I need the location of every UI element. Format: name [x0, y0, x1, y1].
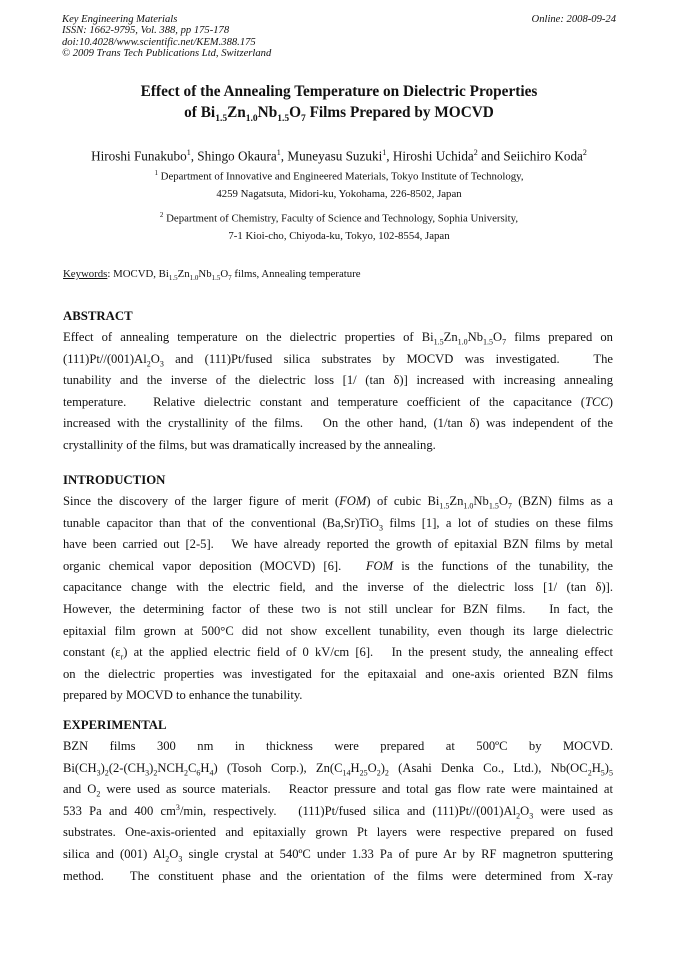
text-line: epitaxial film grown at 500°C did not show excellent tunability, even though its large dielectric	[63, 623, 613, 638]
title-line-1: Effect of the Annealing Temperature on Dielectric Properties	[140, 83, 538, 100]
affiliation-2-line-2: 7-1 Kioi-cho, Chiyoda-ku, Tokyo, 102-8554, Japan	[228, 230, 450, 242]
online-date: Online: 2008-09-24	[531, 14, 616, 25]
text-line: $(111)Pt//(001)Al_2O_3$ and (111)Pt/fused silica substrates by MOCVD was investigated. The	[63, 351, 613, 369]
title-line-2: of $Bi_{1.5}Zn_{1.0}Nb_{1.5}O_7$ Films Prepared by MOCVD	[184, 104, 494, 125]
text-line: have been carried out [2-5]. We have already reported the growth of epitaxial BZN films by metal	[63, 537, 613, 552]
journal-header	[62, 14, 616, 59]
text-line: method. The constituent phase and the orientation of the films were determined from X-ray	[63, 868, 613, 883]
text-line: capacitance change with the electric field, and the inverse of the dielectric loss [1/ (tan δ)].	[63, 580, 613, 595]
text-line: $Bi(CH_3)_2(2-(CH_3)_2NCH_2C_6H_4)$ (Tosoh Corp.), $Zn(C_{14}H_{25}O_2)_2$ (Asahi Denka Co., Ltd.), $Nb(OC_2H_5)_5$	[63, 760, 613, 778]
abstract-body	[63, 327, 613, 457]
author: Hiroshi Funakubo	[91, 148, 187, 164]
text-line: tunability and the inverse of the dielectric loss [1/ (tan δ)] increased with increasing annealing	[63, 373, 613, 388]
author-list: Hiroshi Funakubo$^1$, Shingo Okaura$^1$, Muneyasu Suzuki$^1$, Hiroshi Uchida$^2$ and Seiichiro Koda$^2$	[91, 148, 587, 164]
paper-title	[0, 81, 678, 130]
text-line: silica and (001) $Al_2O_3$ single crystal at 540ºC under 1.33 Pa of pure Ar by RF magnetron sputtering	[63, 846, 613, 864]
text-line: BZN films 300 nm in thickness were prepared at 500ºC by MOCVD.	[63, 739, 613, 753]
journal-name: Key Engineering Materials	[62, 14, 178, 25]
text-line: Since the discovery of the larger figure of merit (FOM) of cubic $Bi_{1.5}Zn_{1.0}Nb_{1.5}O_7$ (BZN) films as a	[63, 494, 613, 511]
author: Shingo Okaura	[197, 148, 277, 164]
text-line: 533 Pa and 400 $cm^3/\min$, respectively. (111)Pt/fused silica and $(111)Pt//(001)Al_2O_3$ were used as	[63, 802, 613, 821]
affiliation-1-line-1: $^1$ Department of Innovative and Engineered Materials, Tokyo Institute of Technology,	[154, 169, 524, 183]
text-line: temperature. Relative dielectric constant and temperature coefficient of the capacitance (TCC)	[63, 394, 613, 409]
text-line: constant $(\varepsilon_r)$ at the applied electric field of 0 kV/cm [6]. In the present study, the annealing effect	[63, 645, 613, 662]
author: Hiroshi Uchida	[392, 148, 474, 164]
text-line: increased with the crystallinity of the films. On the other hand, (1/tan δ) was independent of the	[63, 416, 613, 431]
text-line: on the dielectric properties was investigated for the epitaxaial and one-axis oriented BZN films	[63, 666, 613, 681]
affiliation-1-line-2: 4259 Nagatsuta, Midori-ku, Yokohama, 226-8502, Japan	[216, 188, 462, 200]
text-line: However, the determining factor of these two is not still unclear for BZN films. In fact, the	[63, 601, 613, 616]
keywords-label: Keywords	[63, 268, 108, 280]
experimental-body	[63, 736, 613, 887]
author: Seiichiro Koda	[503, 148, 583, 164]
abstract-heading: ABSTRACT	[63, 309, 133, 323]
text-line: and $O_2$ were used as source materials. Reactor pressure and total gas flow rate were maintained at	[63, 782, 613, 799]
text-line: crystallinity of the films, but was dramatically increased by the annealing.	[63, 437, 436, 452]
experimental-heading: EXPERIMENTAL	[63, 718, 167, 732]
introduction-heading: INTRODUCTION	[63, 473, 166, 487]
text-line: prepared by MOCVD to enhance the tunability.	[63, 688, 303, 703]
keywords-line: Keywords: MOCVD, $Bi_{1.5}Zn_{1.0}Nb_{1.5}O_7$ films, Annealing temperature	[63, 268, 361, 283]
text-line: Effect of annealing temperature on the dielectric properties of $Bi_{1.5}Zn_{1.0}Nb_{1.5}O_7$ films prepared on	[63, 330, 613, 347]
issn-line: ISSN: 1662-9795, Vol. 388, pp 175-178	[62, 25, 230, 37]
text-line: substrates. One-axis-oriented and epitaxially grown Pt layers were respective prepared on fused	[63, 825, 613, 840]
affiliation-2-line-1: $^2$ Department of Chemistry, Faculty of Science and Technology, Sophia University,	[159, 211, 519, 225]
copyright-line: © 2009 Trans Tech Publications Ltd, Switzerland	[62, 47, 272, 59]
introduction-body	[63, 491, 613, 707]
doi-line: doi:10.4028/www.scientific.net/KEM.388.175	[62, 36, 256, 48]
author: Muneyasu Suzuki	[287, 148, 383, 164]
text-line: tunable capacitor than that of the conventional (Ba,Sr)TiO$_3$ films [1], a lot of studies on these films	[63, 515, 614, 533]
text-line: organic chemical vapor deposition (MOCVD) [6]. FOM is the functions of the tunability, the	[63, 558, 614, 573]
